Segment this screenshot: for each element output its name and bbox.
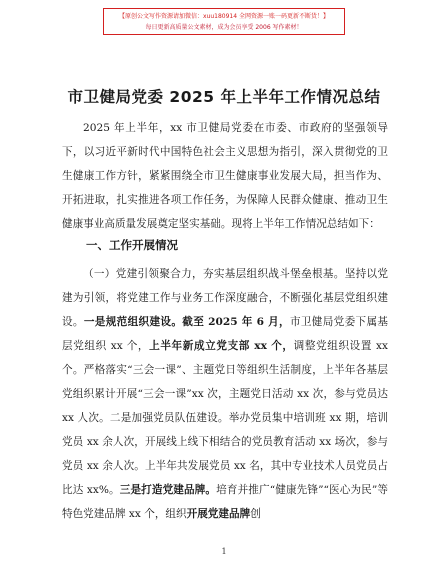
- promo-banner-line1: 【原创公文写作资源请加微信：xuu180914 全网资源一账一码更新不断货！】: [119, 13, 329, 20]
- para-bold-text: 上半年新成立党支部 xx 个，: [149, 340, 294, 352]
- para-bold-text: 一是规范组织建设。截至 2025 年 6 月，: [83, 316, 290, 328]
- para-text: 培育并推广“健康先锋”“医心为民”等特色党建品牌 xx 个，组织: [62, 484, 388, 520]
- page-number: 1: [221, 547, 227, 556]
- document-title: 市卫健局党委 2025 年上半年工作情况总结: [67, 88, 381, 106]
- intro-paragraph: 2025 年上半年，xx 市卫健局党委在市委、市政府的坚强领导下，以习近平新时代中国特色社会主义思想为指引，深入贯彻党的卫生健康工作方针，紧紧围绕全市卫生健康事业发展大局，担当作为、开拓进取，扎实推进各项工作任务，为保障人民群众健康、推动卫生健康事业高质量发展奠定坚实基础。现将上半年工作情况总结如下：: [62, 122, 388, 230]
- para-text: 市卫健局党委下属基层党组织 xx 个，: [62, 316, 389, 352]
- para-bold-text: 三是打造党建品牌。: [119, 484, 217, 496]
- para-text: 创: [250, 508, 261, 520]
- party-building-paragraph: [62, 262, 388, 526]
- para-bold-text: 开展党建品牌: [186, 508, 251, 520]
- promo-banner-line2: 每日更新高质量公文素材，成为会员享受 2006 写作素材！: [145, 24, 303, 31]
- para-text: 调整党组织设置 xx 个。严格落实“三会一课”、主题党日等组织生活制度，上半年各基层党组织累计开展“三会一课”xx 次，主题党日活动 xx 次，参与党员达 xx 人次。二是加强党员队伍建设。举办党员集中培训班 xx 期，培训党员 xx 余人次，开展线上线下相结合的党员教育活动 xx 场次，参与党员 xx 余人次。上半年共发展党员 xx 名，其中专业技术人员党员占比达 xx%。: [62, 340, 388, 496]
- para-text: （一）党建引领聚合力，夯实基层组织战斗堡垒根基。坚持以党建为引领，将党建工作与业务工作深度融合，不断强化基层党组织建设。: [62, 268, 388, 328]
- section-heading: 一、工作开展情况: [86, 238, 178, 252]
- promo-banner: [103, 8, 345, 35]
